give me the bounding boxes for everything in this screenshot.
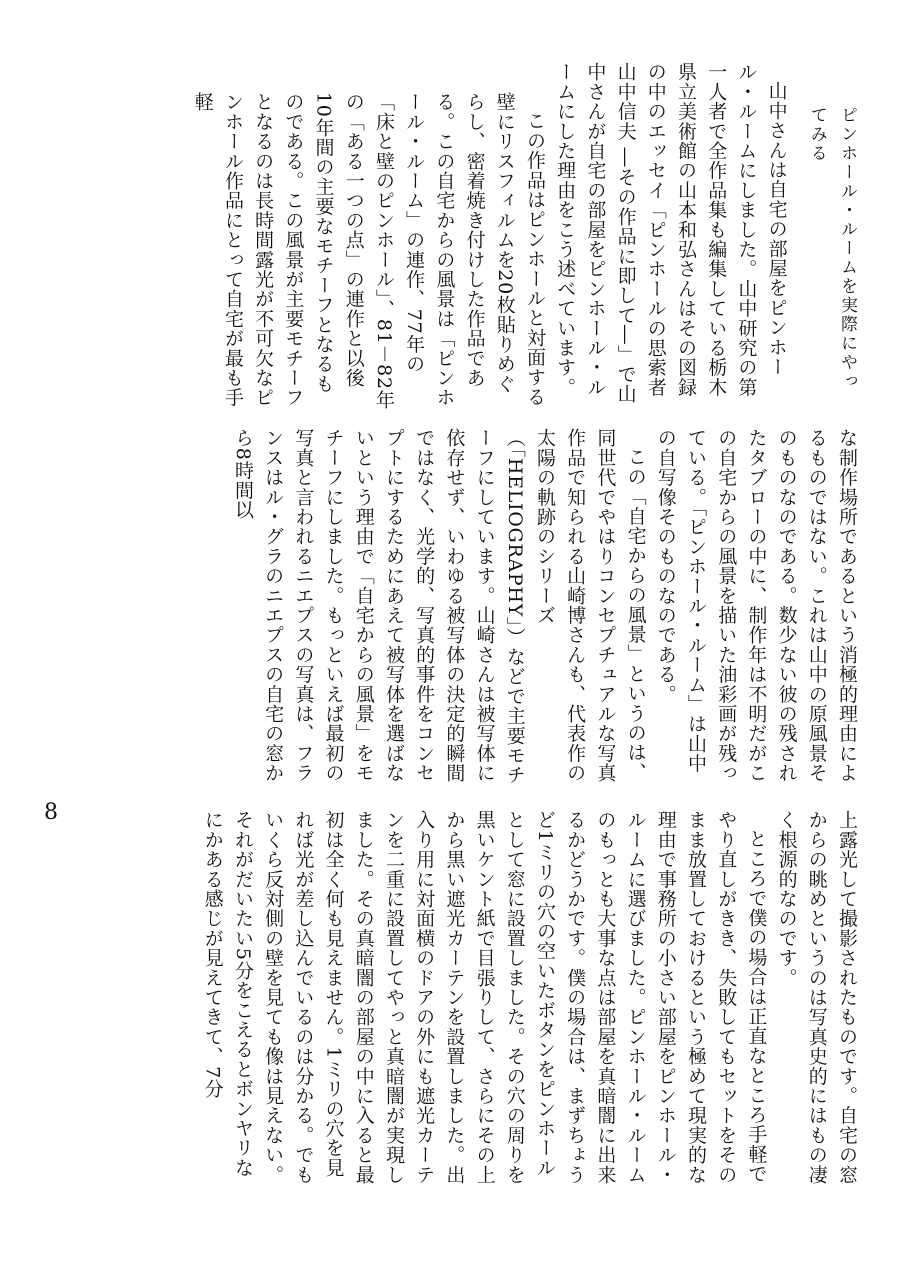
section-heading: ピンホール・ルームを実際にやってみる (806, 106, 857, 392)
quoted-paragraph-start: この作品はピンホールと対面する壁にリスフィルムを20枚貼りめぐらし、密着焼き付けした作品である。この自宅からの風景は「ピンホール・ルーム」の連作、77年の「床と壁のピンホール」、81－82年の「ある一つの点」の連作と以後10年間の主要なモチーフとなるものである。この風景が主要モチーフとなるのは長時間露光が不可欠なピンホール作品にとって自宅が最も手軽 (191, 92, 546, 410)
paragraph-my-room: ところで僕の場合は正直なところ手軽でやり直しがきき、失敗してもセットをそのまま放置しておけるという極めて現実的な理由で事務所の小さい部屋をピンホール・ルームに選びました。ピンホール・ルームのもっとも大事な点は部屋を真暗闇に出来るかどうかです。僕の場合は、まずちょうど1ミリの穴の空いたボタンをピンホールとして窓に設置しました。その穴の周りを黒いケント紙で目張りして、さらにその上から黒い遮光カーテンを設置しました。出入り用に対面横のドアの外にも遮光カーテンを二重に設置してやっと真暗闇が実現しました。その真暗闇の部屋の中に入ると最初は全く何も見えません。1ミリの穴を見れば光が差し込んでいるのは分かる。でもいくら反対側の壁を見ても像は見えない。それがだいたい5分をこえるとボンヤリなにかある感じが見えてきて、7分 (201, 810, 768, 1185)
page-number: 8 (44, 800, 58, 825)
text-band-bottom (201, 810, 862, 1194)
paragraph-intro: 山中さんは自宅の部屋をピンホール・ルームにしました。山中研究の第一人者で全作品集も編集している栃木県立美術館の山本和弘さんはその図録の中のエッセイ「ピンホールの思索者山中信夫 ―その作品に即して―」で山中さんが自宅の部屋をピンホール・ルームにした理由をこう述べています。 (554, 62, 788, 404)
text-band-middle (32, 428, 862, 790)
text-band-top (32, 62, 862, 410)
paragraph-yamazaki: この「自宅からの風景」というのは、同世代でやはりコンセプチュアルな写真作品で知られる山崎博さんも、代表作の太陽の軌跡のシリーズ（「HELIOGRAPHY」）などで主要モチーフにしています。山崎さんは被写体に依存せず、いわゆる被写体の決定的瞬間ではなく、光学的、写真的事件をコンセプトにするためにあえて被写体を選ばないという理由で「自宅からの風景」をモチーフにしました。もっといえば最初の写真と言われるニエプスの写真は、フランスはル・グラのニエプスの自宅の窓から8時間以 (231, 428, 647, 785)
quoted-paragraph-continued: な制作場所であるという消極的理由によるものではない。これは山中の原風景そのものなのである。数少ない彼の残されたタブローの中に、制作年は不明だがこの自宅からの風景を描いた油彩画が残っている。「ピンホール・ルーム」は山中の自写像そのものなのである。 (654, 428, 858, 783)
paragraph-niepce-continued: 上露光して撮影されたものです。自宅の窓からの眺めというのは写真史的にはもの凄く根源的なのです。 (775, 810, 858, 1185)
